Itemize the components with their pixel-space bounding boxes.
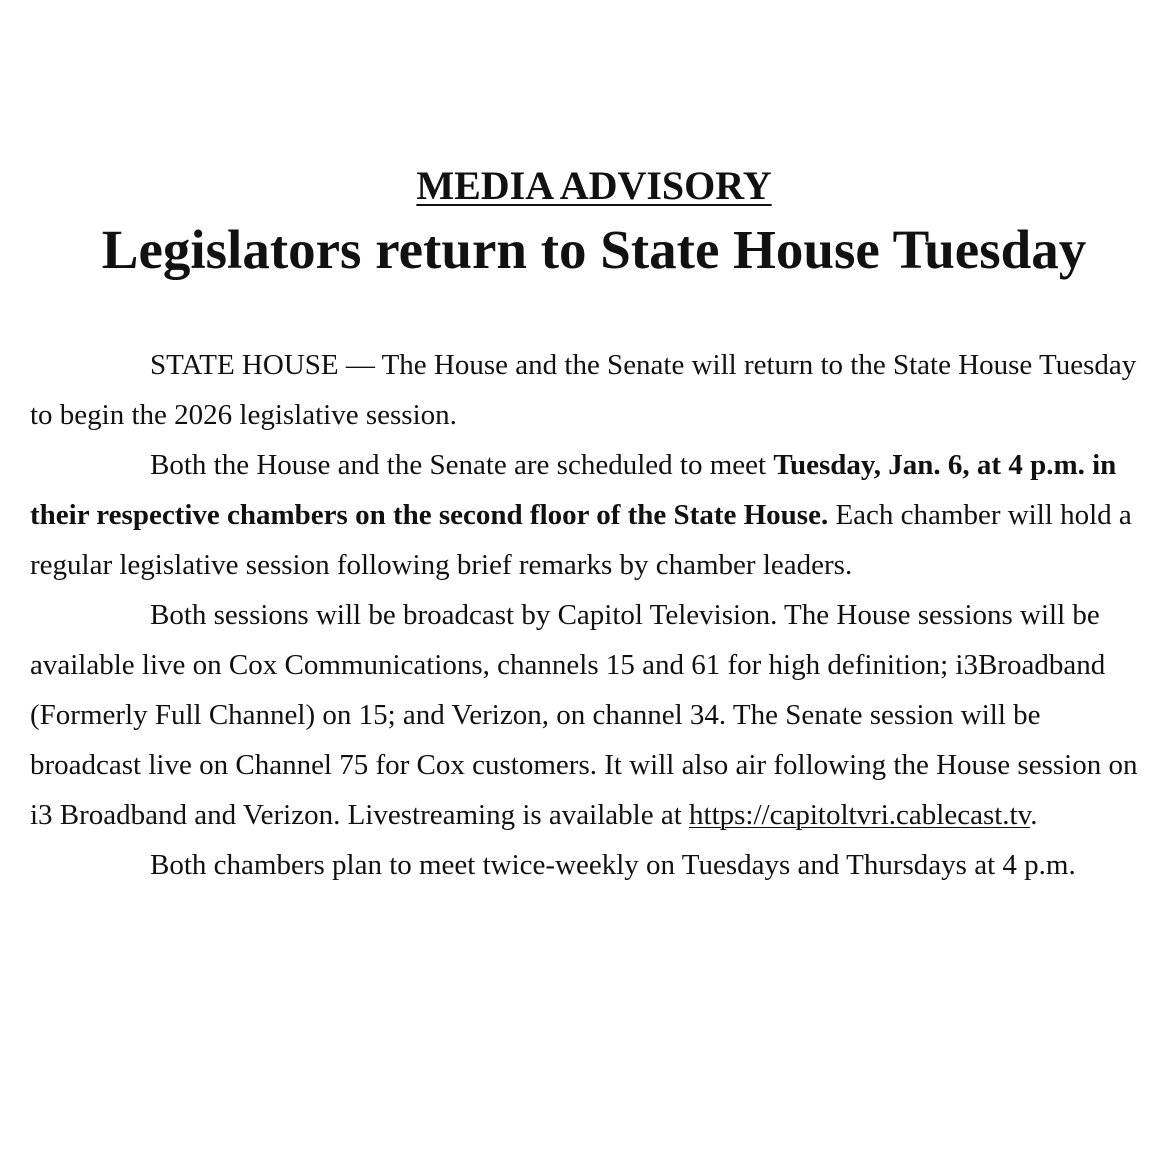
paragraph-intro: STATE HOUSE — The House and the Senate will return to the State House Tuesday to begin the 2026 legislative session. (30, 349, 1137, 431)
paragraph-schedule (30, 440, 1142, 590)
broadcast-text: Both sessions will be broadcast by Capitol Television. The House sessions will be available live on Cox Communications, channels 15 and 61 for high definition; i3Broadband (Formerly Full Channel) on 15; and Verizon, on channel 34. The Senate session will be broadcast live on Channel 75 for Cox customers. It will also air following the House session on i3 Broadband and Verizon. Livestreaming is available at (30, 599, 1138, 831)
schedule-time-location: Tuesday, Jan. 6, at 4 p.m. in their respective chambers on the second floor of the State House. (30, 449, 1117, 531)
schedule-lead-text: Both the House and the Senate are scheduled to meet (150, 449, 774, 481)
livestream-link[interactable]: https://capitoltvri.cablecast.tv (689, 799, 1031, 831)
schedule-tail-text: Each chamber will hold a regular legislative session following brief remarks by chamber leaders. (30, 499, 1132, 581)
advisory-label: MEDIA ADVISORY (416, 163, 772, 208)
broadcast-end: . (1030, 799, 1038, 831)
paragraph-broadcast (30, 590, 1142, 840)
advisory-body (30, 340, 1142, 890)
media-advisory-document (30, 160, 1142, 890)
headline: Legislators return to State House Tuesday (101, 219, 1087, 280)
paragraph-meeting-frequency: Both chambers plan to meet twice-weekly on Tuesdays and Thursdays at 4 p.m. (150, 849, 1076, 881)
